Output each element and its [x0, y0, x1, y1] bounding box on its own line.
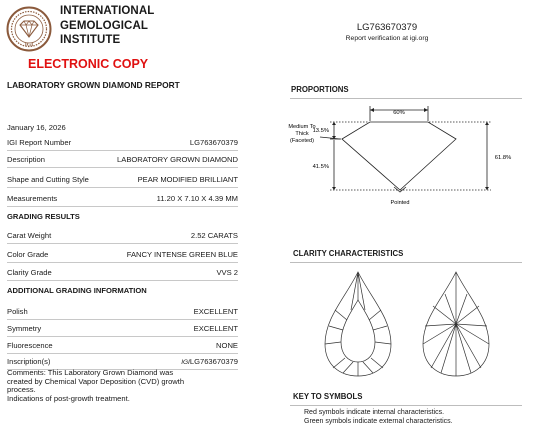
- grading-row: [7, 266, 238, 281]
- inscription-number: LG763670379: [189, 357, 238, 366]
- org-name-line2: GEMOLOGICAL: [60, 19, 148, 32]
- key-internal-line: Red symbols indicate internal characteristics.: [304, 409, 445, 416]
- report-verification: Report verification at igi.org: [345, 35, 429, 42]
- culet-label: Pointed: [390, 200, 410, 206]
- report-number: LG763670379: [356, 22, 418, 33]
- additional-label: Polish: [7, 307, 28, 316]
- key-external-line: Green symbols indicate external characteristics.: [304, 418, 453, 425]
- detail-row: [7, 153, 238, 168]
- detail-value: PEAR MODIFIED BRILLIANT: [137, 175, 238, 184]
- detail-row: [7, 136, 238, 151]
- grading-row: [7, 229, 238, 244]
- additional-info-heading: ADDITIONAL GRADING INFORMATION: [7, 286, 147, 295]
- grading-label: Color Grade: [7, 250, 49, 259]
- additional-row: [7, 322, 238, 337]
- additional-label: Fluorescence: [7, 341, 53, 350]
- detail-value: LABORATORY GROWN DIAMOND: [117, 155, 238, 164]
- detail-label: Description: [7, 155, 45, 164]
- detail-row: [7, 192, 238, 207]
- grading-results-heading: GRADING RESULTS: [7, 212, 80, 221]
- grading-label: Clarity Grade: [7, 268, 52, 277]
- comment-line: process.: [7, 385, 36, 395]
- grading-label: Carat Weight: [7, 231, 52, 240]
- comment-line: Indications of post-growth treatment.: [7, 393, 130, 403]
- additional-value: EXCELLENT: [193, 324, 238, 333]
- grading-value: 2.52 CARATS: [190, 231, 238, 240]
- proportions-heading: PROPORTIONS: [291, 85, 349, 94]
- org-name-line3: INSTITUTE: [60, 34, 121, 46]
- clarity-heading: CLARITY CHARACTERISTICS: [293, 249, 404, 258]
- report-date: January 16, 2026: [7, 123, 66, 132]
- girdle-label-line: (Faceted): [290, 138, 314, 144]
- proportions-diagram: [282, 102, 522, 210]
- crown-percent: 13.5%: [312, 128, 329, 134]
- key-divider: [290, 405, 522, 406]
- detail-label: Measurements: [7, 194, 58, 203]
- additional-row: [7, 305, 238, 320]
- detail-value: LG763670379: [189, 138, 238, 147]
- detail-row: [7, 173, 238, 188]
- additional-value: NONE: [216, 341, 238, 350]
- table-percent: 60%: [393, 110, 405, 116]
- key-heading: KEY TO SYMBOLS: [293, 392, 363, 401]
- proportions-divider: [290, 98, 522, 99]
- detail-label: IGI Report Number: [7, 138, 72, 147]
- clarity-plot-crown: [323, 270, 393, 380]
- additional-label: Symmetry: [7, 324, 42, 333]
- pavilion-percent: 41.5%: [312, 164, 329, 170]
- depth-percent: 61.8%: [494, 155, 512, 161]
- comment-line: created by Chemical Vapor Deposition (CVD) growth: [7, 376, 185, 386]
- girdle-label-line: Medium To: [288, 124, 316, 130]
- igi-logo: [6, 6, 52, 52]
- grading-row: [7, 248, 238, 263]
- electronic-copy-label: ELECTRONIC COPY: [28, 57, 149, 71]
- logo-text: IGI: [24, 42, 34, 48]
- clarity-divider: [290, 262, 522, 263]
- detail-label: Shape and Cutting Style: [7, 175, 89, 184]
- inscription-value: [181, 357, 238, 366]
- additional-label: Inscription(s): [7, 357, 51, 366]
- grading-value: VVS 2: [216, 268, 238, 277]
- comment-line: Comments: This Laboratory Grown Diamond was: [7, 368, 174, 377]
- additional-row: [7, 339, 238, 354]
- report-title: LABORATORY GROWN DIAMOND REPORT: [7, 80, 180, 90]
- detail-value: 11.20 X 7.10 X 4.39 MM: [156, 194, 238, 203]
- org-name: [60, 4, 154, 48]
- igi-inscription-prefix: IGI: [181, 359, 190, 366]
- clarity-plot-pavilion: [421, 270, 491, 380]
- additional-value: EXCELLENT: [193, 307, 238, 316]
- org-name-line1: INTERNATIONAL: [60, 5, 155, 17]
- diamond-profile: [342, 122, 456, 190]
- girdle-label-line: Thick: [295, 131, 309, 137]
- comments: [7, 369, 242, 403]
- grading-value: FANCY INTENSE GREEN BLUE: [126, 250, 238, 259]
